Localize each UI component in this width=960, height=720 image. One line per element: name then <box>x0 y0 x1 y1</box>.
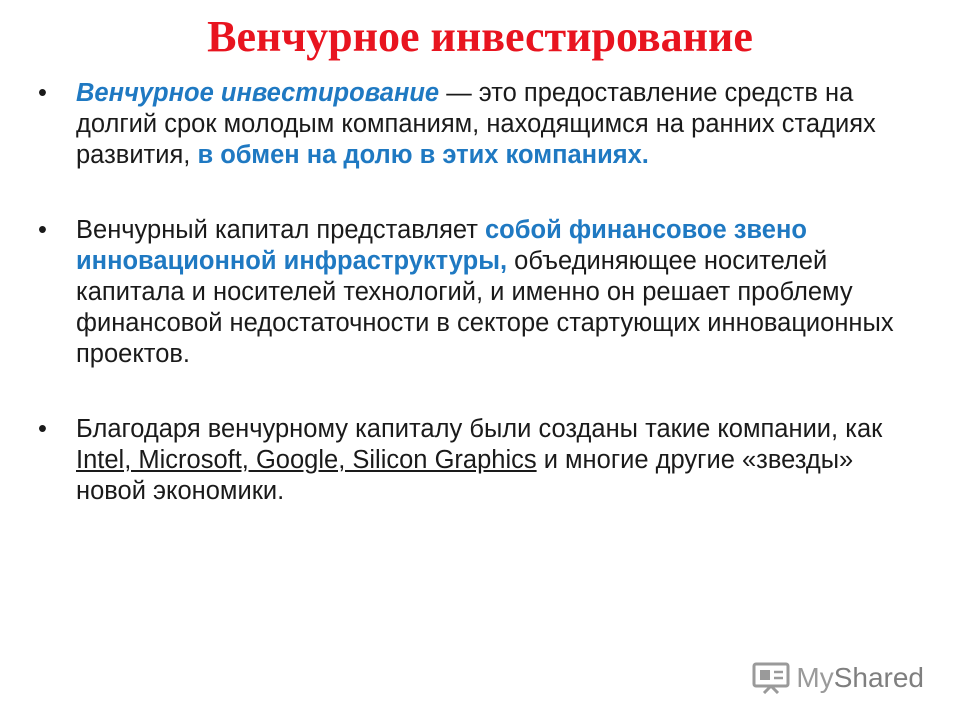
definition-highlight: в обмен на долю в этих компаниях. <box>197 141 649 169</box>
bullet-dot: • <box>38 415 47 443</box>
slide-title: Венчурное инвестирование <box>207 12 753 61</box>
bullet-list <box>38 78 918 507</box>
bullet-dot: • <box>38 79 47 107</box>
bullet-item-definition <box>38 78 918 171</box>
companies-list: Intel, Microsoft, Google, Silicon Graphics <box>76 446 537 474</box>
venture-capital-lead: Венчурный капитал представляет <box>76 216 485 244</box>
bullet-dot: • <box>38 216 47 244</box>
myshared-watermark <box>752 662 924 694</box>
companies-lead: Благодаря венчурному капиталу были созданы такие компании, как <box>76 415 883 443</box>
venture-capital-text: объединяющее носителей капитала и носителей технологий, и именно он решает проблему финансовой недостаточности в секторе стартующих инновационных проектов. <box>76 247 894 368</box>
projector-screen-icon <box>752 662 790 694</box>
term-venture-investing: Венчурное инвестирование <box>76 79 440 107</box>
venture-capital-highlight: собой финансовое звено инновационной инфраструктуры, <box>76 216 807 275</box>
watermark-text <box>796 662 924 694</box>
definition-text: — это предоставление средств на долгий срок молодым компаниям, находящимся на ранних стадиях развития, <box>76 79 876 169</box>
bullet-item-venture-capital <box>38 215 918 370</box>
companies-tail: и многие другие «звезды» новой экономики. <box>76 446 854 505</box>
watermark-my: My <box>796 662 834 693</box>
bullet-item-companies <box>38 414 918 507</box>
watermark-shared: Shared <box>833 662 924 693</box>
